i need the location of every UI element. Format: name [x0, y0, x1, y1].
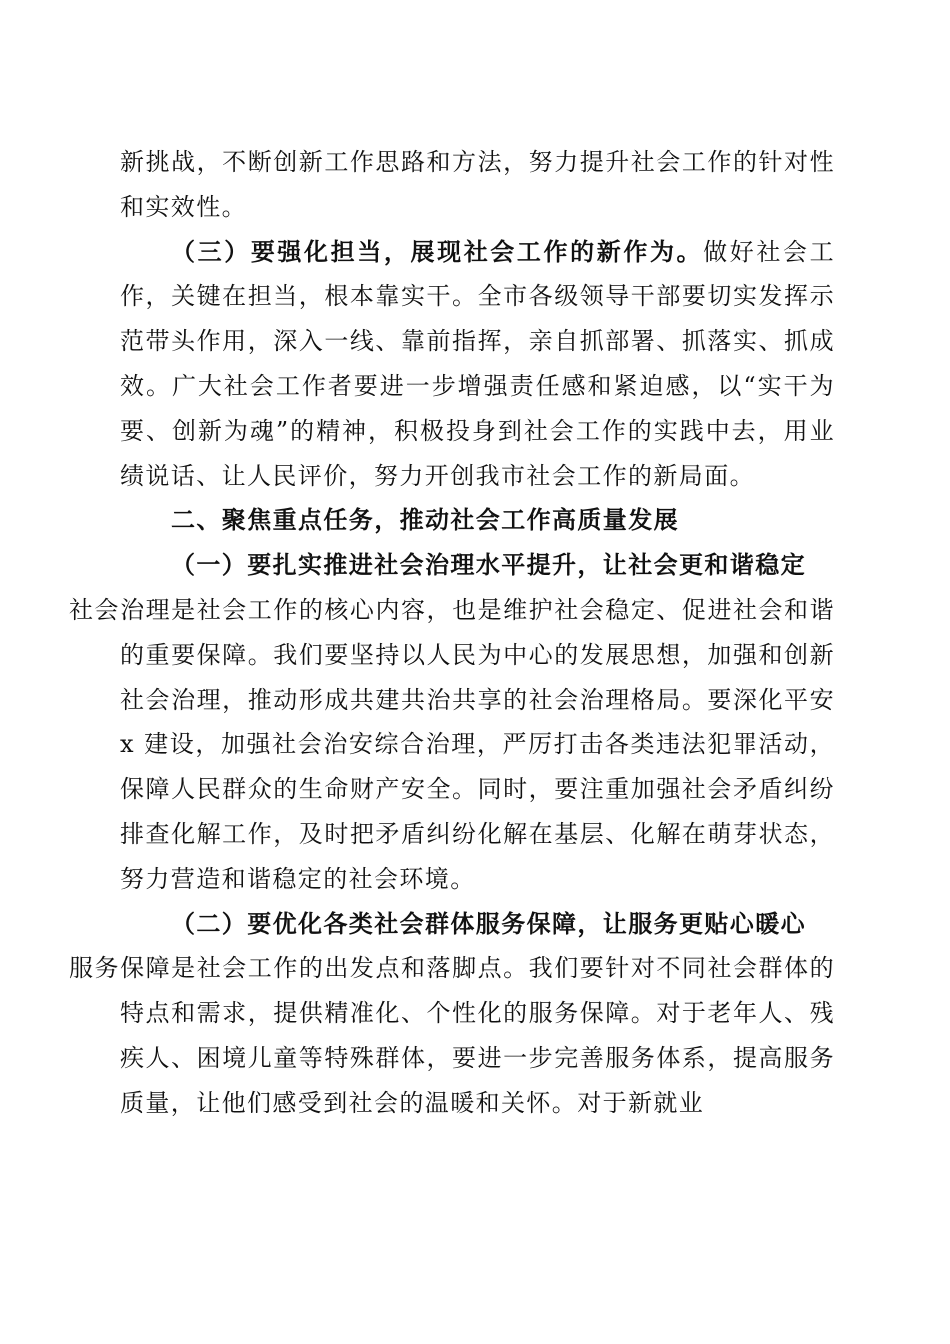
paragraph-continuation: 新挑战，不断创新工作思路和方法，努力提升社会工作的针对性和实效性。 [120, 148, 835, 221]
paragraph-section-three-body: 做好社会工作，关键在担当，根本靠实干。全市各级领导干部要切实发挥示范带头作用，深入一线、靠前指挥，亲自抓部署、抓落实、抓成效。广大社会工作者要进一步增强责任感和紧迫感，以“实干为要、创新为魂”的精神，积极投身到社会工作的实践中去，用业绩说话、让人民评价，努力开创我市社会工作的新局面。 [120, 237, 836, 490]
section-heading-two: 二、聚焦重点任务，推动社会工作高质量发展 [171, 506, 679, 535]
paragraph-subsection-two-body: 服务保障是社会工作的出发点和落脚点。我们要针对不同社会群体的特点和需求，提供精准化、个性化的服务保障。对于老年人、残疾人、困境儿童等特殊群体，要进一步完善服务体系，提高服务质量，让他们感受到社会的温暖和关怀。对于新就业 [69, 954, 835, 1117]
document-body [69, 140, 836, 1126]
paragraph-subsection-two [69, 902, 835, 1126]
paragraph-section-three [120, 230, 835, 499]
sub-heading-two: （二）要优化各类社会群体服务保障，让服务更贴心暖心 [171, 909, 806, 938]
paragraph-subsection-one [69, 543, 835, 901]
paragraph-subsection-one-body: 社会治理是社会工作的核心内容，也是维护社会稳定、促进社会和谐的重要保障。我们要坚持以人民为中心的发展思想，加强和创新社会治理，推动形成共建共治共享的社会治理格局。要深化平安 x 建设，加强社会治安综合治理，严厉打击各类违法犯罪活动，保障人民群众的生命财产安全。同时，要注重加强社会矛盾纠纷排查化解工作，及时把矛盾纠纷化解在基层、化解在萌芽状态，努力营造和谐稳定的社会环境。 [69, 595, 835, 893]
sub-heading-one: （一）要扎实推进社会治理水平提升，让社会更和谐稳定 [171, 551, 806, 580]
sub-heading-three: （三）要强化担当，展现社会工作的新作为。 [171, 237, 704, 266]
